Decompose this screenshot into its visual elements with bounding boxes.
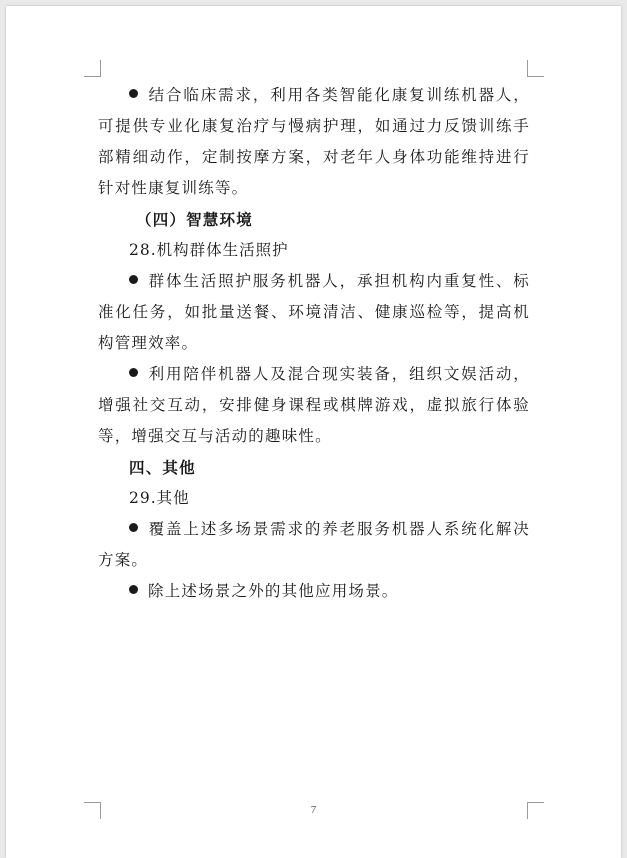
document-page — [6, 6, 621, 858]
paragraph-rehab-robots — [98, 80, 530, 204]
bullet-dot-icon — [129, 523, 138, 532]
paragraph-text: 除上述场景之外的其他应用场景。 — [148, 582, 399, 600]
bullet-dot-icon — [129, 368, 138, 377]
page-number: 7 — [310, 804, 317, 816]
bullet-dot-icon — [129, 585, 138, 594]
crop-mark-top-right — [527, 60, 544, 77]
section-heading-other: 四、其他 — [129, 458, 196, 477]
bullet-dot-icon — [129, 89, 138, 98]
paragraph-text: 结合临床需求，利用各类智能化康复训练机器人，可提供专业化康复治疗与慢病护理，如通过力反馈训练手部精细动作，定制按摩方案，对老年人身体功能维持进行针对性康复训练等。 — [98, 86, 530, 197]
item-title-29: 29.其他 — [129, 489, 190, 507]
paragraph-text: 利用陪伴机器人及混合现实装备，组织文娱活动，增强社交互动，安排健身课程或棋牌游戏，虚拟旅行体验等，增强交互与活动的趣味性。 — [98, 365, 530, 445]
subheading-smart-environment: （四）智慧环境 — [136, 210, 253, 229]
paragraph-group-care — [98, 266, 530, 359]
paragraph-text: 群体生活照护服务机器人，承担机构内重复性、标准化任务，如批量送餐、环境清洁、健康巡检等，提高机构管理效率。 — [98, 272, 530, 352]
bullet-dot-icon — [129, 275, 138, 284]
crop-mark-top-left — [84, 60, 101, 77]
paragraph-system-solution — [98, 514, 530, 576]
document-body — [98, 80, 530, 607]
paragraph-text: 覆盖上述多场景需求的养老服务机器人系统化解决方案。 — [98, 520, 530, 569]
paragraph-other-scenarios — [98, 576, 530, 607]
paragraph-companion-robots — [98, 359, 530, 452]
item-title-28: 28.机构群体生活照护 — [129, 241, 289, 259]
